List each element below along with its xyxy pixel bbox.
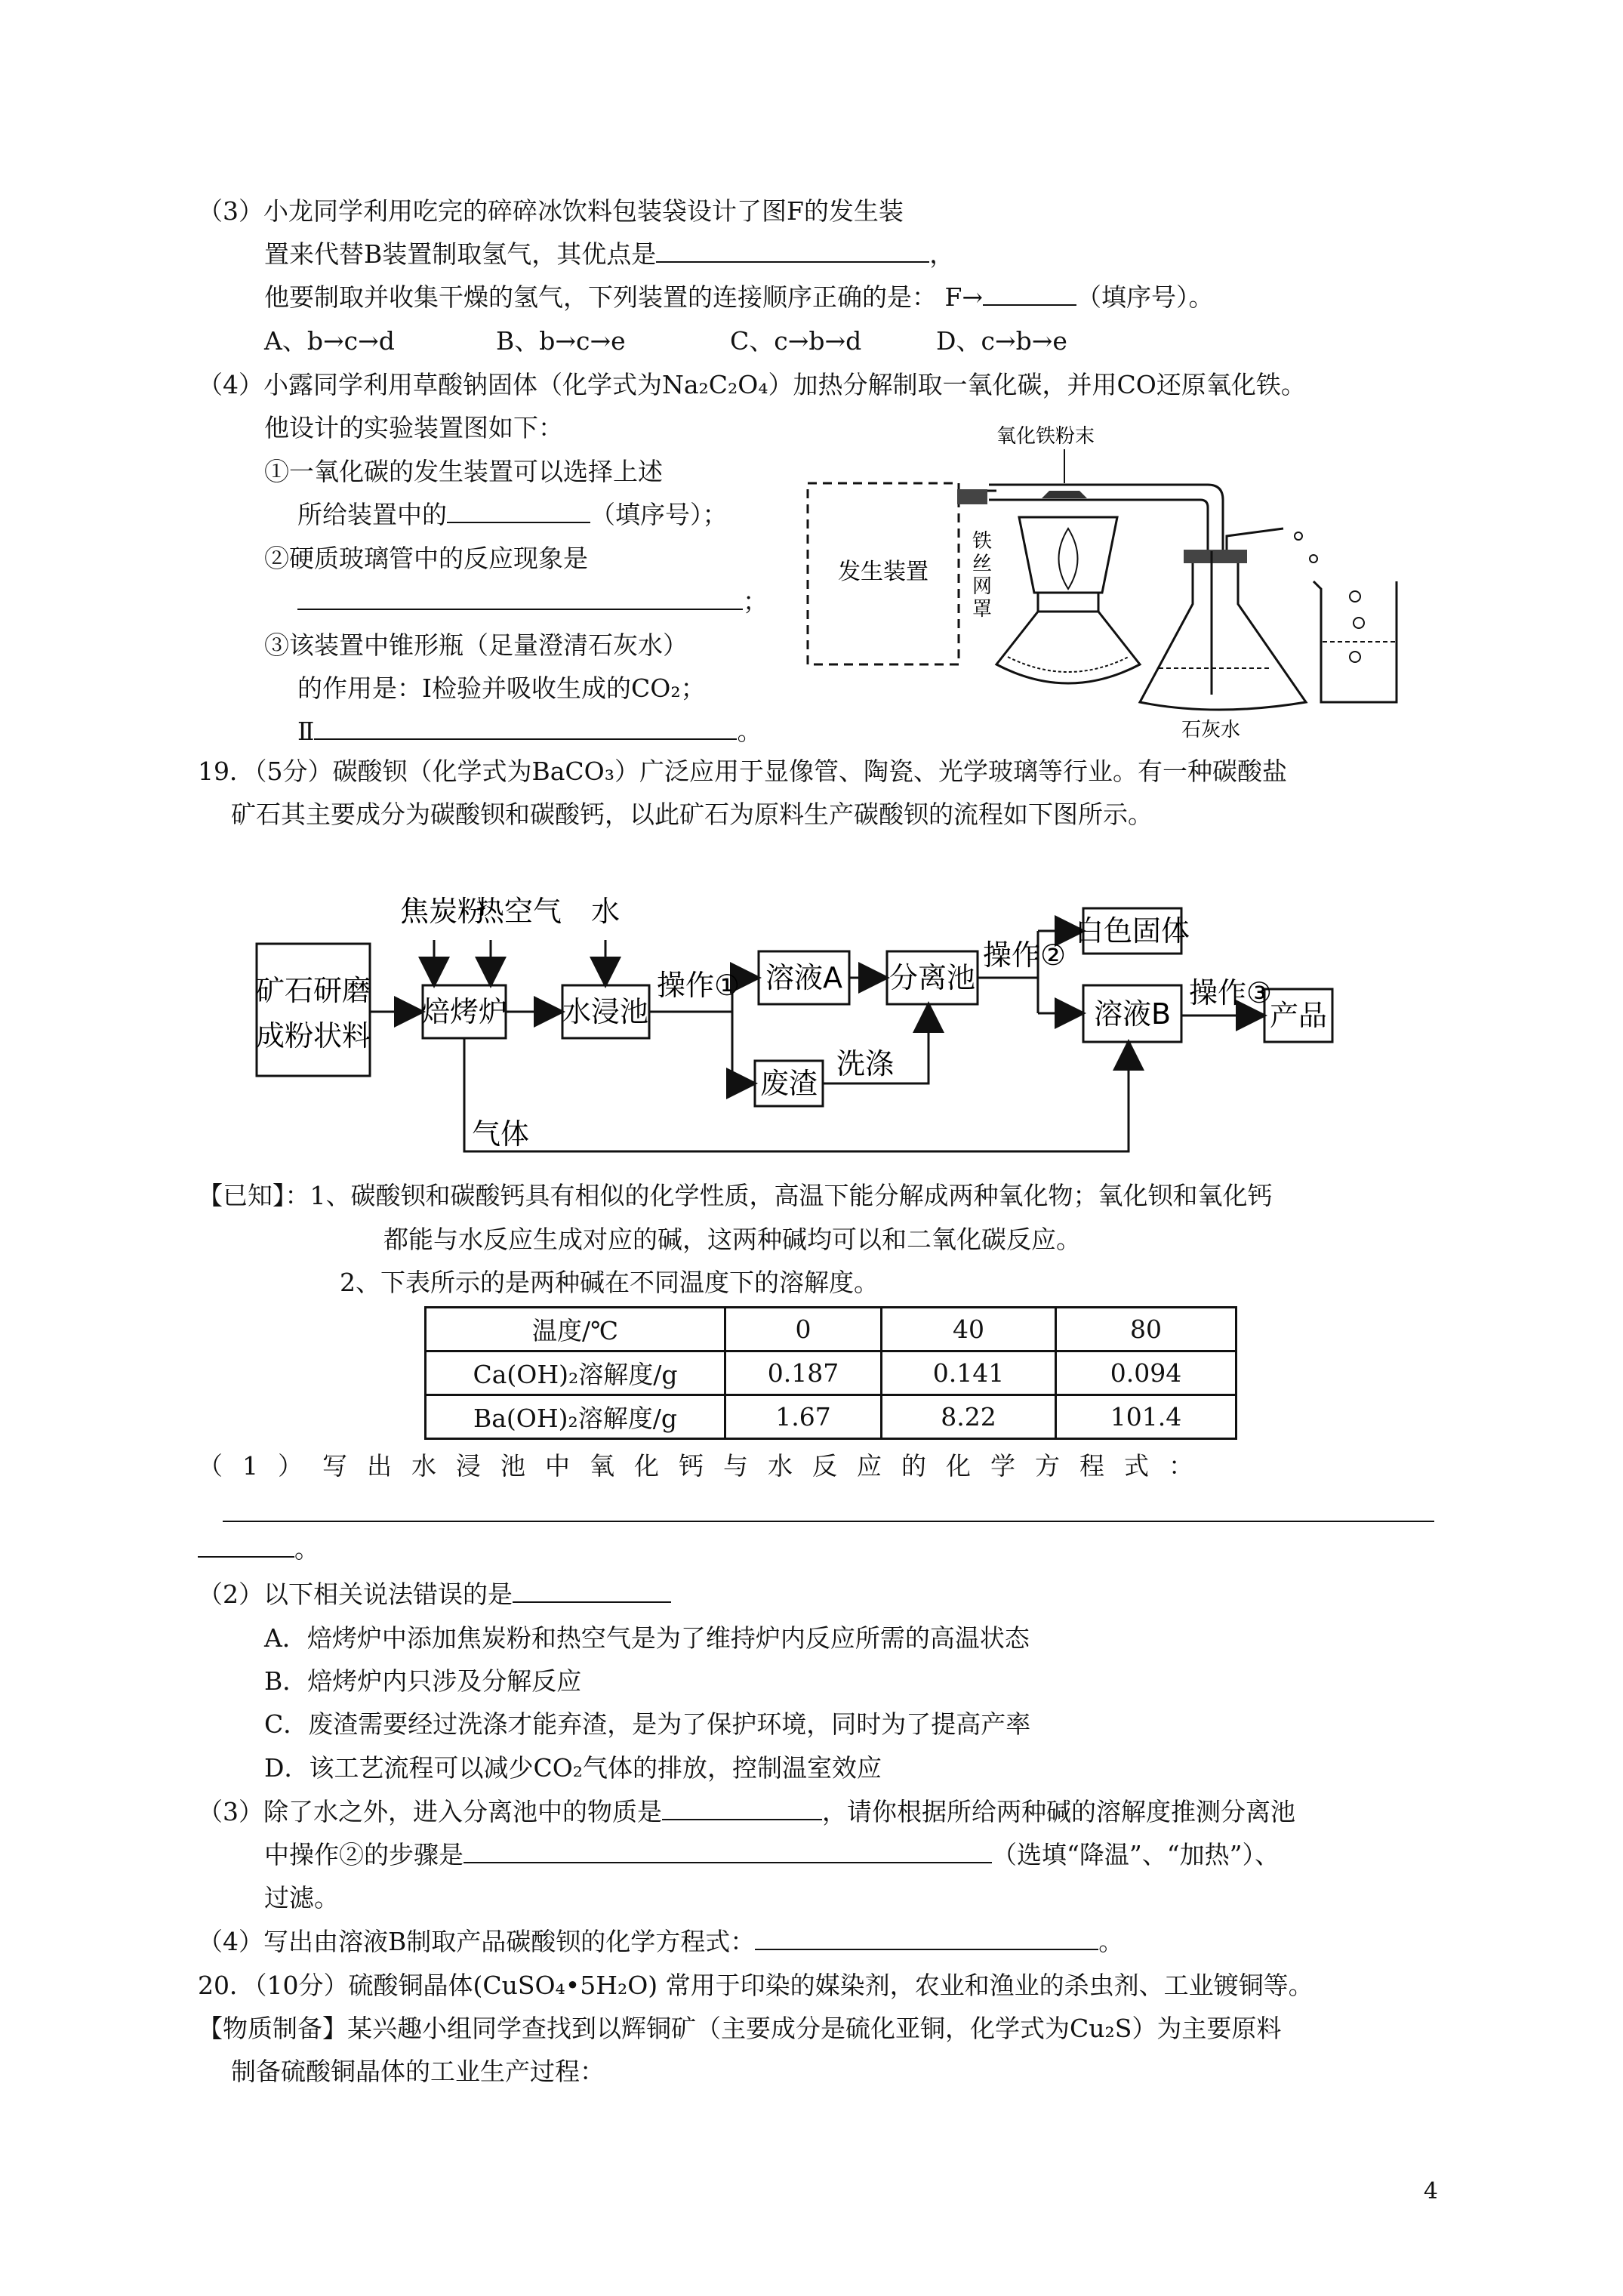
solution-a-label: 溶液A	[765, 961, 842, 994]
q18-3-line3	[264, 281, 1214, 314]
known-1b: 都能与水反应生成对应的碱，这两种碱均可以和二氧化碳反应。	[383, 1225, 1081, 1254]
known-2: 2、下表所示的是两种碱在不同温度下的溶解度。	[340, 1268, 879, 1297]
answer-blank-substance[interactable]	[662, 1796, 822, 1820]
table-cell: 0.187	[725, 1351, 882, 1395]
q18-3-option-b: B、b→c→e	[496, 326, 626, 356]
q19-s2-option-a: A．焙烤炉中添加焦炭粉和热空气是为了维持炉内反应所需的高温状态	[264, 1623, 1030, 1653]
q18-4-item3c-end: 。	[737, 717, 762, 746]
q18-3-line2	[264, 238, 954, 271]
q18-3-line3-end: （填序号）。	[1076, 282, 1214, 312]
q19-s2-option-b: B．焙烤炉内只涉及分解反应	[264, 1666, 582, 1696]
furnace-label: 焙烤炉	[420, 995, 508, 1028]
q18-4-line2: 他设计的实验装置图如下：	[264, 413, 563, 442]
q18-4-item3c-label: Ⅱ	[297, 717, 315, 746]
table-header-cell: 40	[882, 1308, 1056, 1351]
answer-blank-operation[interactable]	[463, 1839, 992, 1863]
q18-4-item2: ②硬质玻璃管中的反应现象是	[264, 544, 588, 573]
solution-b-label: 溶液B	[1093, 997, 1172, 1031]
q18-3-option-c: C、c→b→d	[730, 326, 862, 356]
wash-label: 洗涤	[836, 1047, 895, 1080]
limewater-label: 石灰水	[1181, 719, 1241, 740]
q18-3-line2-end: ，	[929, 239, 955, 269]
rubber-stopper-left	[957, 489, 987, 504]
table-cell: Ba(OH)₂溶解度/g	[426, 1395, 725, 1439]
ore-box	[257, 944, 370, 1076]
table-cell: Ca(OH)₂溶解度/g	[426, 1351, 725, 1395]
white-solid-label: 白色固体	[1074, 914, 1190, 948]
op1-label: 操作①	[657, 969, 741, 1002]
answer-blank-equation-1[interactable]	[223, 1521, 1434, 1522]
process-flowchart	[249, 876, 1427, 1178]
q19-s3-text-mid: ，请你根据所给两种碱的溶解度推测分离池	[822, 1797, 1295, 1826]
op2-label: 操作②	[983, 938, 1067, 972]
waste-label: 废渣	[759, 1067, 818, 1100]
table-cell: 1.67	[725, 1395, 882, 1439]
table-row	[426, 1351, 1236, 1395]
known-head: 【已知】：1、碳酸钡和碳酸钙具有相似的化学性质，高温下能分解成两种氧化物；氧化钡和氧化钙	[198, 1181, 1273, 1210]
mesh-label-4: 罩	[972, 598, 993, 621]
mesh-label-3: 网	[972, 575, 993, 598]
solubility-table	[424, 1306, 1237, 1440]
conical-flask	[1140, 563, 1306, 710]
air-label: 热空气	[476, 895, 562, 928]
water-label: 水	[590, 895, 621, 928]
table-cell: 0.141	[882, 1351, 1056, 1395]
q20-line3: 制备硫酸铜晶体的工业生产过程：	[231, 2057, 605, 2086]
q19-s3	[198, 1795, 1295, 1829]
q18-4-item1b-end: （填序号）；	[590, 500, 728, 529]
table-cell: 8.22	[882, 1395, 1056, 1439]
generator-label: 发生装置	[838, 559, 929, 585]
q19-s4-text: （4）写出由溶液B制取产品碳酸钡的化学方程式：	[198, 1927, 756, 1956]
q18-3-line3-text: 他要制取并收集干燥的氢气，下列装置的连接顺序正确的是： F→	[264, 282, 984, 312]
q18-4-item1b-text: 所给装置中的	[297, 500, 447, 529]
answer-blank-advantage[interactable]	[656, 239, 929, 263]
q19-s1-end	[198, 1533, 319, 1566]
ore-label-2: 成粉状料	[255, 1019, 371, 1052]
answer-blank-function[interactable]	[314, 716, 737, 740]
coke-label: 焦炭粉	[400, 895, 487, 928]
answer-blank-generator[interactable]	[447, 499, 590, 523]
table-cell: 101.4	[1056, 1395, 1236, 1439]
iron-oxide-powder	[1042, 491, 1087, 498]
mesh-label-1: 铁	[972, 530, 993, 553]
q19-s2-option-c: C．废渣需要经过洗涤才能弃渣，是为了保护环境，同时为了提高产率	[264, 1709, 1031, 1739]
product-label: 产品	[1269, 999, 1328, 1032]
q18-4-item1b	[297, 498, 728, 532]
apparatus-diagram	[800, 415, 1449, 740]
q19-s2-option-d: D．该工艺流程可以减少CO₂气体的排放，控制温室效应	[264, 1753, 882, 1783]
table-row	[426, 1395, 1236, 1439]
page-number: 4	[1423, 2178, 1438, 2205]
flask-stopper	[1184, 550, 1247, 563]
mesh-label-2: 丝	[972, 553, 993, 575]
q18-4-item3c	[297, 715, 762, 748]
outlet-tube	[1227, 529, 1283, 550]
q19-s3b	[264, 1838, 1280, 1872]
answer-blank-phenomenon[interactable]	[297, 586, 743, 610]
op3-label: 操作③	[1189, 976, 1273, 1009]
answer-blank-equation-4[interactable]	[755, 1926, 1098, 1950]
answer-blank-equation-1b[interactable]	[198, 1533, 294, 1558]
q18-4-item3: ③该装置中锥形瓶（足量澄清石灰水）	[264, 630, 688, 660]
q18-4-item3b: 的作用是：Ⅰ检验并吸收生成的CO₂；	[297, 673, 706, 703]
answer-blank-wrong-statement[interactable]	[513, 1579, 671, 1603]
table-cell: 0.094	[1056, 1351, 1236, 1395]
ore-label-1: 矿石研磨	[255, 974, 371, 1007]
q19-s3b-text: 中操作②的步骤是	[264, 1840, 463, 1869]
q19-s1: （1）写出水浸池中氧化钙与水反应的化学方程式：	[198, 1451, 1213, 1481]
q19-s3b-end: （选填“降温”、“加热”）、	[992, 1840, 1280, 1869]
q19-s4-end: 。	[1098, 1927, 1124, 1956]
alcohol-lamp	[996, 612, 1140, 683]
q19-s1-end-mark: 。	[294, 1534, 319, 1564]
table-header-cell: 0	[725, 1308, 882, 1351]
gas-label: 气体	[472, 1117, 530, 1151]
q19-line1: 19．（5分）碳酸钡（化学式为BaCO₃）广泛应用于显像管、陶瓷、光学玻璃等行业。有一种碳酸盐	[198, 757, 1287, 786]
powder-label: 氧化铁粉末	[996, 425, 1095, 448]
q19-s4	[198, 1925, 1123, 1959]
q18-3-line1: （3）小龙同学利用吃完的碎碎冰饮料包装袋设计了图F的发生装	[198, 196, 904, 226]
lamp-liquid	[1008, 657, 1129, 672]
separator-label: 分离池	[888, 961, 976, 994]
answer-blank-order[interactable]	[983, 282, 1076, 306]
q18-3-line2-text: 置来代替B装置制取氢气，其优点是	[264, 239, 657, 269]
q20-line1: 20．（10分）硫酸铜晶体(CuSO₄•5H₂O) 常用于印染的媒染剂，农业和渔业的杀虫剂、工业镀铜等。	[198, 1971, 1313, 2000]
table-header-cell: 温度/℃	[426, 1308, 725, 1351]
q18-4-item2b-end: ；	[743, 587, 768, 616]
flame	[1059, 529, 1078, 589]
q19-s2	[198, 1578, 671, 1611]
q18-4-item1: ①一氧化碳的发生装置可以选择上述	[264, 457, 663, 486]
q18-3-option-d: D、c→b→e	[936, 326, 1067, 356]
q18-4-item2b	[297, 585, 768, 618]
q18-4-line1: （4）小露同学利用草酸钠固体（化学式为Na₂C₂O₄）加热分解制取一氧化碳，并用CO还原氧化铁。	[198, 370, 1306, 399]
q19-s2-text: （2）以下相关说法错误的是	[198, 1579, 513, 1609]
table-header-row	[426, 1308, 1236, 1351]
q19-s3c: 过滤。	[264, 1883, 339, 1912]
table-header-cell: 80	[1056, 1308, 1236, 1351]
q19-line2: 矿石其主要成分为碳酸钡和碳酸钙，以此矿石为原料生产碳酸钡的流程如下图所示。	[231, 800, 1153, 829]
q20-line2: 【物质制备】某兴趣小组同学查找到以辉铜矿（主要成分是硫化亚铜，化学式为Cu₂S）为主要原料	[198, 2014, 1282, 2043]
q18-3-option-a: A、b→c→d	[264, 326, 395, 356]
lamp-burner	[1038, 593, 1098, 612]
pool-label: 水浸池	[562, 995, 649, 1028]
q19-s3-text: （3）除了水之外，进入分离池中的物质是	[198, 1797, 662, 1826]
